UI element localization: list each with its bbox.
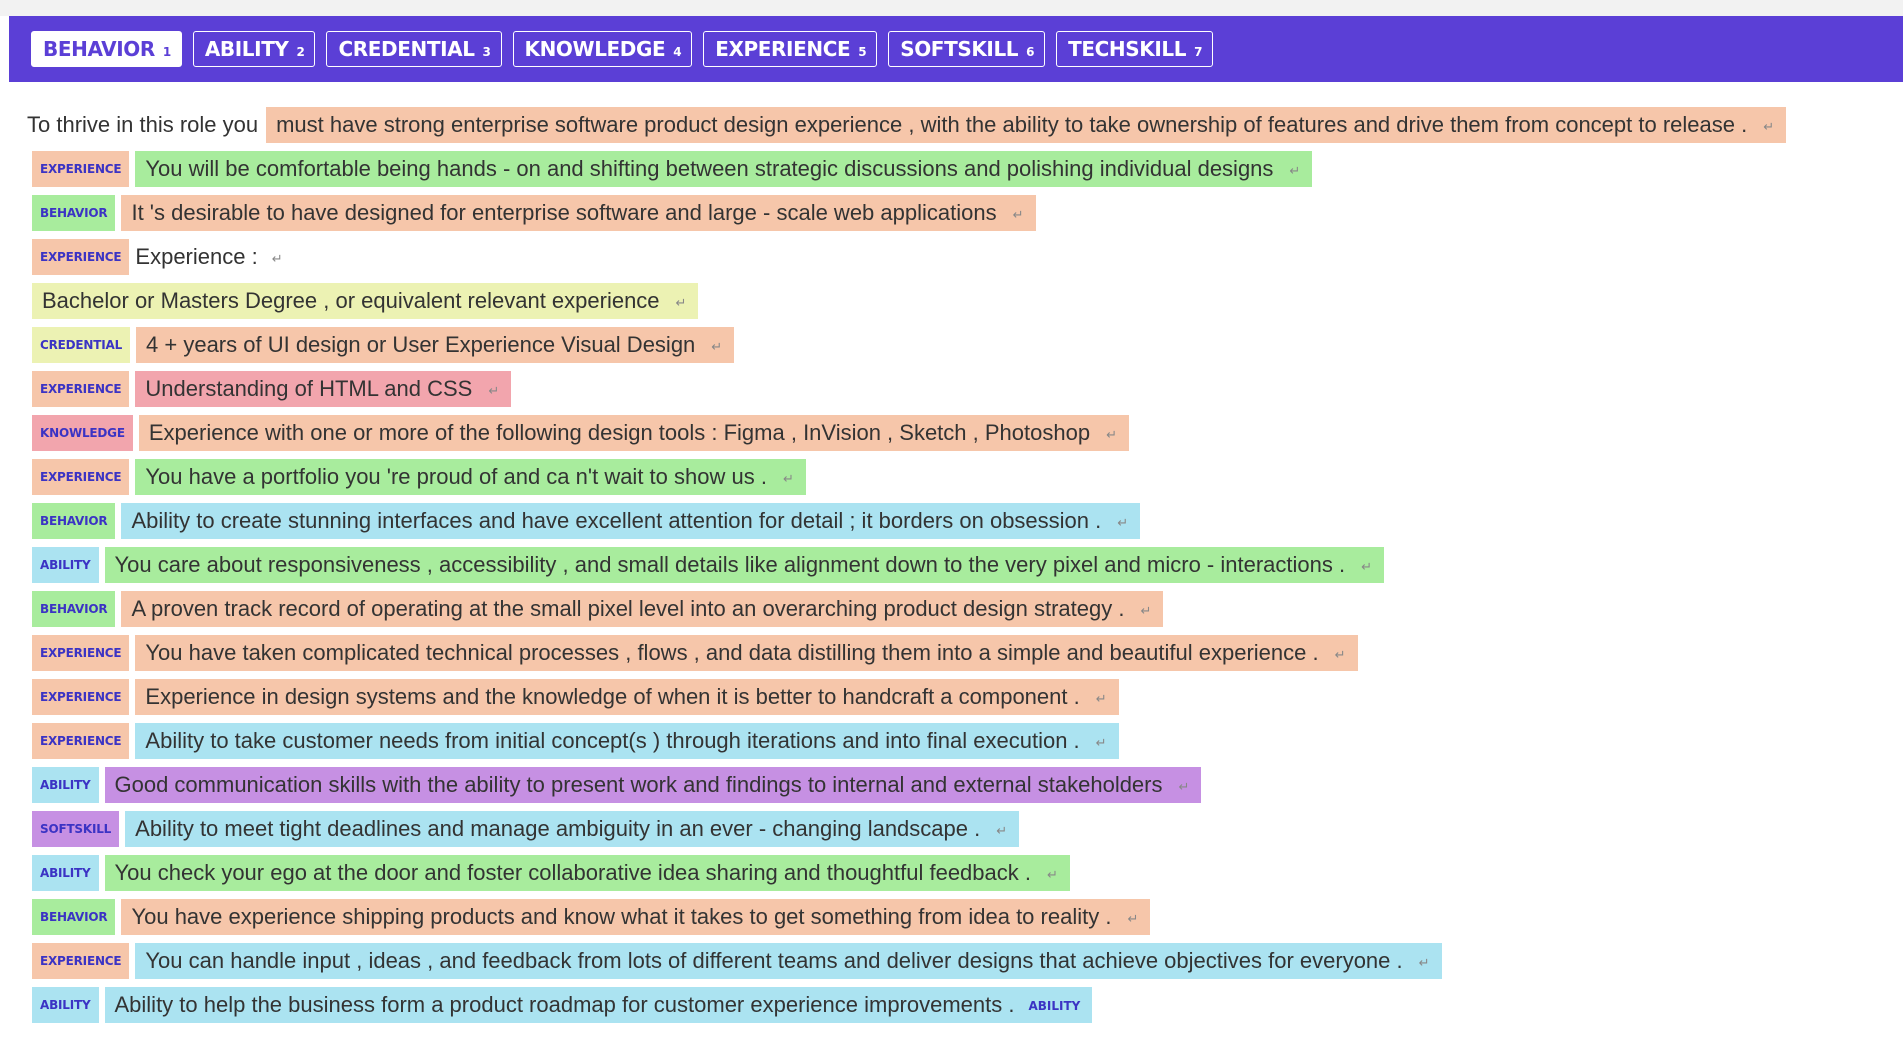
span-text: Ability to take customer needs from initial concept(s ) through iterations and into final execution . bbox=[145, 728, 1080, 753]
span-text: You check your ego at the door and foster collaborative idea sharing and thoughtful feedback . bbox=[114, 860, 1031, 885]
newline-icon: ↵ bbox=[1095, 691, 1107, 707]
annotation-row bbox=[32, 899, 1903, 935]
annotation-row bbox=[32, 723, 1903, 759]
tab-label: BEHAVIOR bbox=[43, 37, 155, 61]
annotated-span[interactable] bbox=[121, 503, 1140, 539]
newline-icon: ↵ bbox=[271, 251, 283, 267]
annotated-span[interactable] bbox=[135, 635, 1357, 671]
newline-icon: ↵ bbox=[1046, 867, 1058, 883]
tab-label: CREDENTIAL bbox=[338, 37, 475, 61]
span-text: must have strong enterprise software product design experience , with the ability to take ownership of features and drive them from concept to release . bbox=[276, 112, 1748, 137]
tab-label: EXPERIENCE bbox=[715, 37, 851, 61]
annotated-span[interactable] bbox=[135, 459, 805, 495]
span-text: It 's desirable to have designed for enterprise software and large - scale web applications bbox=[131, 200, 997, 225]
annotated-span[interactable] bbox=[105, 987, 1093, 1023]
span-text: You have a portfolio you 're proud of and ca n't wait to show us . bbox=[145, 464, 767, 489]
newline-icon: ↵ bbox=[782, 471, 794, 487]
entity-tag-experience[interactable]: EXPERIENCE bbox=[32, 151, 129, 187]
tab-techskill[interactable] bbox=[1056, 31, 1213, 67]
annotation-row bbox=[32, 327, 1903, 363]
top-gap bbox=[0, 0, 1903, 16]
annotation-row bbox=[32, 459, 1903, 495]
annotated-span[interactable] bbox=[139, 415, 1129, 451]
span-text: A proven track record of operating at the small pixel level into an overarching product design strategy . bbox=[131, 596, 1125, 621]
unlabeled-text: To thrive in this role you bbox=[27, 112, 259, 137]
span-text: Understanding of HTML and CSS bbox=[145, 376, 473, 401]
span-text: Ability to create stunning interfaces and have excellent attention for detail ; it borders on obsession . bbox=[131, 508, 1102, 533]
tab-experience[interactable] bbox=[703, 31, 877, 67]
tab-credential[interactable] bbox=[326, 31, 501, 67]
annotated-span[interactable] bbox=[105, 547, 1385, 583]
newline-icon: ↵ bbox=[1178, 779, 1190, 795]
tab-shortcut: 2 bbox=[296, 45, 305, 59]
entity-tag-experience[interactable]: EXPERIENCE bbox=[32, 723, 129, 759]
entity-tag-experience[interactable]: EXPERIENCE bbox=[32, 679, 129, 715]
entity-tag-knowledge[interactable]: KNOWLEDGE bbox=[32, 415, 133, 451]
entity-tag-credential[interactable]: CREDENTIAL bbox=[32, 327, 130, 363]
annotation-row bbox=[32, 195, 1903, 231]
entity-tag-experience[interactable]: EXPERIENCE bbox=[32, 239, 129, 275]
annotated-span[interactable] bbox=[121, 899, 1150, 935]
entity-tag-ability[interactable]: ABILITY bbox=[32, 547, 99, 583]
annotation-row bbox=[32, 987, 1903, 1023]
annotated-span[interactable] bbox=[135, 679, 1118, 715]
annotation-row bbox=[27, 107, 1903, 143]
annotation-row bbox=[32, 151, 1903, 187]
entity-tag-experience[interactable]: EXPERIENCE bbox=[32, 459, 129, 495]
newline-icon: ↵ bbox=[1418, 955, 1430, 971]
newline-icon: ↵ bbox=[1117, 515, 1129, 531]
entity-tag-behavior[interactable]: BEHAVIOR bbox=[32, 899, 115, 935]
newline-icon: ↵ bbox=[1763, 119, 1775, 135]
tab-label: KNOWLEDGE bbox=[524, 37, 666, 61]
entity-tag-experience[interactable]: EXPERIENCE bbox=[32, 635, 129, 671]
newline-icon: ↵ bbox=[675, 295, 687, 311]
entity-tag-experience[interactable]: EXPERIENCE bbox=[32, 371, 129, 407]
entity-tag-ability[interactable]: ABILITY bbox=[32, 987, 99, 1023]
annotated-span[interactable] bbox=[135, 943, 1441, 979]
tab-behavior[interactable] bbox=[31, 31, 182, 67]
span-text: You have taken complicated technical processes , flows , and data distilling them into a simple and beautiful experience . bbox=[145, 640, 1319, 665]
annotation-row bbox=[32, 283, 1903, 319]
newline-icon: ↵ bbox=[711, 339, 723, 355]
entity-tag-behavior[interactable]: BEHAVIOR bbox=[32, 503, 115, 539]
tab-shortcut: 4 bbox=[673, 45, 682, 59]
annotated-span[interactable] bbox=[121, 195, 1035, 231]
annotation-row bbox=[32, 591, 1903, 627]
unlabeled-text: Experience : bbox=[135, 244, 258, 269]
annotation-row bbox=[32, 415, 1903, 451]
span-text: You will be comfortable being hands - on and shifting between strategic discussions and polishing individual designs bbox=[145, 156, 1274, 181]
span-text: Ability to meet tight deadlines and manage ambiguity in an ever - changing landscape . bbox=[135, 816, 981, 841]
newline-icon: ↵ bbox=[1012, 207, 1024, 223]
entity-tag-behavior[interactable]: BEHAVIOR bbox=[32, 591, 115, 627]
annotation-row bbox=[32, 503, 1903, 539]
span-text: 4 + years of UI design or User Experience Visual Design bbox=[146, 332, 696, 357]
annotation-row bbox=[32, 943, 1903, 979]
annotated-span[interactable] bbox=[105, 767, 1202, 803]
annotated-span[interactable] bbox=[135, 151, 1312, 187]
tab-ability[interactable] bbox=[193, 31, 316, 67]
tab-shortcut: 5 bbox=[858, 45, 867, 59]
annotated-span[interactable] bbox=[135, 723, 1118, 759]
newline-icon: ↵ bbox=[1361, 559, 1372, 575]
annotation-row bbox=[32, 371, 1903, 407]
annotation-row bbox=[32, 767, 1903, 803]
annotated-span[interactable] bbox=[125, 811, 1019, 847]
tab-softskill[interactable] bbox=[888, 31, 1045, 67]
annotation-row bbox=[32, 811, 1903, 847]
tab-knowledge[interactable] bbox=[513, 31, 693, 67]
tab-shortcut: 7 bbox=[1194, 45, 1203, 59]
entity-tag-ability[interactable]: ABILITY bbox=[1028, 999, 1081, 1013]
newline-icon: ↵ bbox=[1334, 647, 1346, 663]
newline-icon: ↵ bbox=[488, 383, 500, 399]
newline-icon: ↵ bbox=[1140, 603, 1152, 619]
newline-icon: ↵ bbox=[996, 823, 1008, 839]
span-text: Ability to help the business form a product roadmap for customer experience improvements . bbox=[114, 992, 1015, 1017]
label-toolbar bbox=[9, 16, 1903, 82]
annotated-span[interactable] bbox=[32, 283, 698, 319]
annotated-span[interactable] bbox=[135, 371, 511, 407]
newline-icon: ↵ bbox=[1095, 735, 1107, 751]
newline-icon: ↵ bbox=[1289, 163, 1301, 179]
span-text: You care about responsiveness , accessibility , and small details like alignment down to the very pixel and micro - interactions . bbox=[114, 552, 1346, 577]
tab-shortcut: 1 bbox=[162, 45, 171, 59]
annotation-content bbox=[27, 107, 1903, 1031]
entity-tag-ability[interactable]: ABILITY bbox=[32, 855, 99, 891]
span-text: Good communication skills with the ability to present work and findings to internal and external stakeholders bbox=[114, 772, 1163, 797]
annotated-span[interactable] bbox=[121, 591, 1163, 627]
entity-tag-softskill[interactable]: SOFTSKILL bbox=[32, 811, 119, 847]
span-text: Bachelor or Masters Degree , or equivalent relevant experience bbox=[42, 288, 660, 313]
tab-label: SOFTSKILL bbox=[900, 37, 1019, 61]
span-text: Experience with one or more of the following design tools : Figma , InVision , Sketch , Photoshop bbox=[148, 420, 1091, 445]
span-text: Experience in design systems and the knowledge of when it is better to handcraft a component . bbox=[145, 684, 1080, 709]
entity-tag-behavior[interactable]: BEHAVIOR bbox=[32, 195, 115, 231]
span-text: You can handle input , ideas , and feedback from lots of different teams and deliver designs that achieve objectives for everyone . bbox=[145, 948, 1403, 973]
annotation-row bbox=[32, 239, 1903, 275]
annotated-span[interactable] bbox=[266, 107, 1786, 143]
annotated-span[interactable] bbox=[105, 855, 1070, 891]
entity-tag-ability[interactable]: ABILITY bbox=[32, 767, 99, 803]
tab-shortcut: 3 bbox=[482, 45, 491, 59]
annotation-row bbox=[32, 635, 1903, 671]
newline-icon: ↵ bbox=[1127, 911, 1139, 927]
annotation-row bbox=[32, 547, 1903, 583]
tab-label: ABILITY bbox=[204, 37, 289, 61]
annotation-row bbox=[32, 679, 1903, 715]
annotated-span[interactable] bbox=[136, 327, 734, 363]
tab-label: TECHSKILL bbox=[1068, 37, 1187, 61]
newline-icon: ↵ bbox=[1106, 427, 1117, 443]
annotation-row bbox=[32, 855, 1903, 891]
span-text: You have experience shipping products and know what it takes to get something from idea to reality . bbox=[131, 904, 1112, 929]
entity-tag-experience[interactable]: EXPERIENCE bbox=[32, 943, 129, 979]
tab-shortcut: 6 bbox=[1026, 45, 1035, 59]
